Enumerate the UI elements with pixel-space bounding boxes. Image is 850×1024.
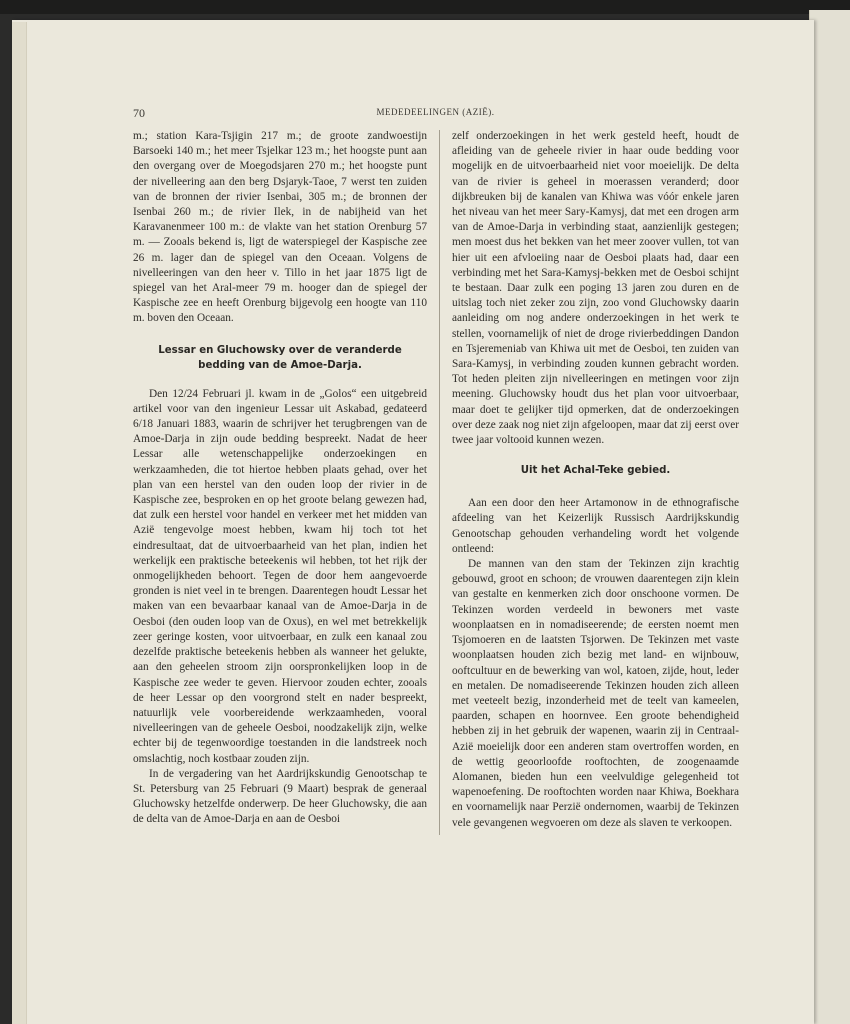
paragraph-lessar-1: Den 12/24 Februari jl. kwam in de „Golos“ een uitgebreid artikel voor van den ingenieur Lessar uit Askabad, gedateerd 6/18 Januari 1883, waarin de schrijver het terugbrengen van de Amoe-Darja in zijn oude bedding bespreekt. Nadat de heer Lessar alle wetenschappelijke onderzoekingen en werkzaamheden, die tot hiertoe hebben plaats gehad, over het plan van een herstel van den ouden loop der rivier in de Kaspische zee, besproken en op het groote belang gewezen had, dat zulk een herstel voor handel en verkeer met het midden van Azië tengevolge moest hebben, kwam hij toch tot het eindresultaat, dat de uitvoerbaarheid van het plan, indien het werkelijk een praktische beteekenis wil hebben, tot het rijk der onmogelijkheden behoort. Tegen de door hem aangevoerde gronden is niet veel in te brengen. Daarentegen houdt Lessar het maken van een bevaarbaar kanaal van de Amoe-Darja in de Oesboi (den ouden loop van de Oxus), en wel met betrekkelijk zeer geringe kosten, voor uitvoerbaar, en zulk een kanaal zou dezelfde praktische beteekenis hebben als wanneer het gelukte, aan den geheelen stroom zijn oorspronkelijken loop in de Kaspische zee weder te geven. Hiervoor zouden echter, zooals de heer Lessar op den voorgrond stelt en nader bespreekt, natuurlijk vele voorbereidende werkzaamheden, vooral nivelleeringen van de geheele Oesboi, noodzakelijk zijn, welke echter bij de tegenwoordige toestanden in die landstreek noch omslachtig, noch kostbaar zouden zijn.: [133, 387, 427, 765]
section-heading-achal-teke: Uit het Achal-Teke gebied.: [520, 465, 671, 477]
left-column: [133, 129, 427, 828]
page-header: [133, 106, 738, 122]
running-head: MEDEDEELINGEN (AZIË).: [376, 107, 495, 117]
section-heading-lessar: Lessar en Gluchowsky over de veranderde bedding van de Amoe-Darja.: [158, 344, 402, 371]
scan-top-border: [0, 0, 850, 14]
paragraph-achal-teke-2: De mannen van den stam der Tekinzen zijn krachtig gebouwd, groot en schoon; de vrouwen daarentegen zijn klein van gestalte en kenmerken zich door onschoone vormen. De Tekinzen worden verdeeld in bewoners met vaste woonplaatsen en in nomadiseerende; de eersten noemt men Tsjomoeren en de laatsten Tsjorwen. De Tekinzen met vaste woonplaatsen houden zich bezig met land- en wijnbouw, ooftcultuur en de bewerking van wol, katoen, zijde, hout, leder en metalen. De nomadiseerende Tekinzen houden zich alleen met veeteelt bezig, inzonderheid met de teelt van kameelen, paarden, schapen en hoornvee. Een groote behendigheid hebben zij in het gebruik der wapenen, waarin zij in Centraal-Azië moeielijk door een anderen stam overtroffen worden, en de wettig geoorloofde rooftochten, de zoogenaamde Alomanen, bieden hun een veelvuldige gelegenheid tot wapenoefening. De rooftochten worden naar Khiwa, Boekhara en voornamelijk naar Perzië ondernomen, waarbij de Tekinzen vele gevangenen wegvoeren om deze als slaven te verkoopen.: [452, 558, 739, 829]
column-divider: [439, 130, 440, 835]
right-column: [452, 129, 739, 831]
page-number: 70: [133, 106, 145, 120]
paragraph-achal-teke-1: Aan een door den heer Artamonow in de ethnografische afdeeling van het Keizerlijk Russisch Aardrijkskundig Genootschap gehouden verhandeling wordt het volgende ontleend:: [452, 497, 739, 555]
next-page-edge: [809, 10, 850, 1024]
paragraph-lessar-2: In de vergadering van het Aardrijkskundig Genootschap te St. Petersburg van 25 Februari (9 Maart) besprak de generaal Gluchowsky hetzelfde onderwerp. De heer Gluchowsky, die aan de delta van de Amoe-Darja en aan de Oesboi: [133, 767, 427, 826]
intro-paragraph: m.; station Kara-Tsjigin 217 m.; de groote zandwoestijn Barsoeki 140 m.; het meer Tsjelkar 123 m.; het hoogste punt aan den overgang over de Moegodsjaren 270 m.; het hoogste punt der nivelleering aan den berg Dsjaryk-Taoe, 7 werst ten zuiden van de bronnen der rivier Isenbai, 305 m.; de bronnen der Isenbai 260 m.; de rivier Ilek, in de nabijheid van het Karavanenmeer 100 m.: de vlakte van het station Orenburg 57 m. — Zooals bekend is, ligt de waterspiegel der Kaspische zee 26 m. lager dan de spiegel van den Oceaan. Volgens de nivelleeringen van den heer v. Tillo in het jaar 1875 ligt de spiegel van het Aral-meer 79 m. hooger dan de spiegel der Kaspische zee en heeft Orenburg bijgevolg een hoogte van 110 m. boven den Oceaan.: [133, 130, 427, 325]
page-binding-edge: [12, 22, 27, 1024]
continuation-paragraph: zelf onderzoekingen in het werk gesteld heeft, houdt de afleiding van de geheele rivier in haar oude bedding voor mogelijk en de uitvoerbaarheid niet voor moeielijk. De delta van de rivier is geheel in moerassen veranderd; door dijkbreuken bij de kanalen van Khiwa was vóór enkele jaren het niveau van het meer Sary-Kamysj, dat met een drogen arm van de Amoe-Darja in verbinding staat, aanzienlijk gestegen; men moest dus het bekken van het meer zoover vullen, tot van hier uit een afvloeiing naar de Oesboi plaats had, daar een verbinding met het Sara-Kamysj-bekken met de Oesboi schijnt te bestaan. Daar zulk een poging 13 jaren zou duren en de uitslag toch niet zeker zou zijn, zoo vond Gluchowsky daarin aanleiding om nog andere onderzoekingen in het werk te stellen, voornamelijk of niet de droge rivierbeddingen Dandon en Tsjeremeniab van Khiwa uit met de Oesboi, ten zuiden van Sara-Kamysj, in verbinding zouden kunnen gebracht worden. Tot heden pleiten zijn nivelleeringen en metingen voor zijn meening. Gluchowsky houdt dus het plan voor uitvoerbaar, maar doet te gelijker tijd opmerken, dat de onderzoekingen over deze zaak nog niet zijn afgeloopen, maar dat zij eerst over twee jaar voltooid kunnen wezen.: [452, 130, 739, 447]
